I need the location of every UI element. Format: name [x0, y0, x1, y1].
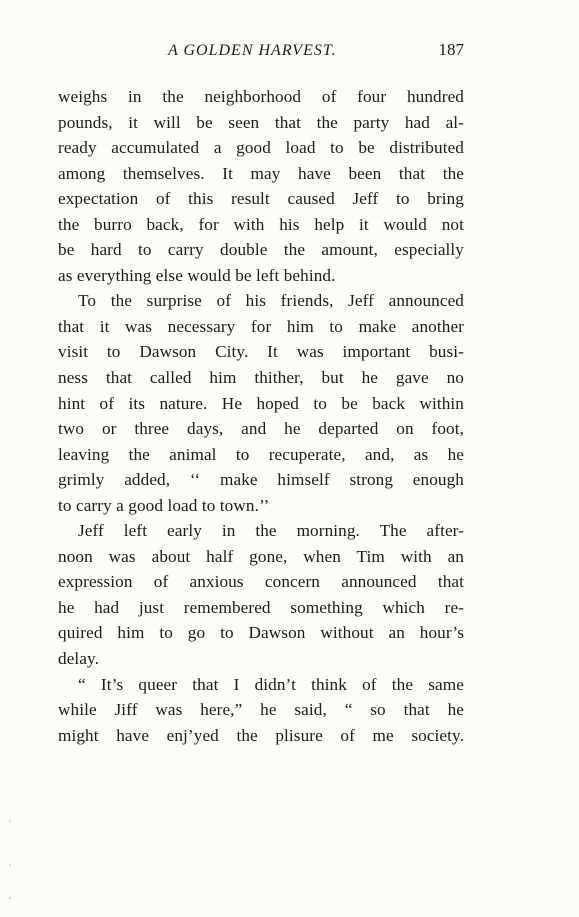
text-line: weighs in the neighborhood of four hundred [58, 87, 464, 106]
text-line: quired him to go to Dawson without an hour’s [58, 623, 464, 643]
text-line: leaving the animal to recuperate, and, as he [58, 444, 464, 464]
text-line: ness that called him thither, but he gave no [58, 368, 464, 388]
text-line: that it was necessary for him to make another [58, 316, 464, 336]
text-line: as everything else would be left behind. [58, 265, 336, 285]
text-line: visit to Dawson City. It was important busi- [58, 342, 464, 362]
text-line: pounds, it will be seen that the party had al- [58, 112, 464, 132]
text-line: he had just remembered something which re- [58, 597, 464, 617]
text-line: noon was about half gone, when Tim with an [58, 546, 464, 566]
text-line: to carry a good load to town.’’ [58, 495, 270, 515]
page-header [58, 38, 464, 64]
text-line: two or three days, and he departed on foot, [58, 419, 464, 439]
text-line: To the surprise of his friends, Jeff announced [78, 291, 464, 311]
text-line: hint of its nature. He hoped to be back within [58, 393, 464, 413]
text-line: expectation of this result caused Jeff to bring [58, 189, 464, 209]
text-line: might have enj’yed the plisure of me society. [58, 725, 464, 745]
text-line: the burro back, for with his help it would not [58, 214, 464, 234]
text-line: among themselves. It may have been that the [58, 163, 464, 183]
body-text [58, 84, 464, 748]
text-line: be hard to carry double the amount, especially [58, 240, 464, 260]
text-line: delay. [58, 649, 99, 669]
text-line: ready accumulated a good load to be distributed [58, 138, 464, 158]
page-number: 187 [438, 40, 464, 59]
paper-speck [9, 864, 11, 866]
running-head: A GOLDEN HARVEST. [168, 42, 337, 59]
text-line: expression of anxious concern announced that [58, 572, 464, 592]
text-line: “ It’s queer that I didn’t think of the same [78, 674, 464, 694]
paper-speck [9, 897, 11, 899]
text-line: while Jiff was here,” he said, “ so that he [58, 700, 464, 720]
text-line: grimly added, ‘‘ make himself strong enough [58, 470, 464, 490]
paper-speck [9, 820, 11, 822]
text-line: Jeff left early in the morning. The after- [78, 521, 464, 541]
